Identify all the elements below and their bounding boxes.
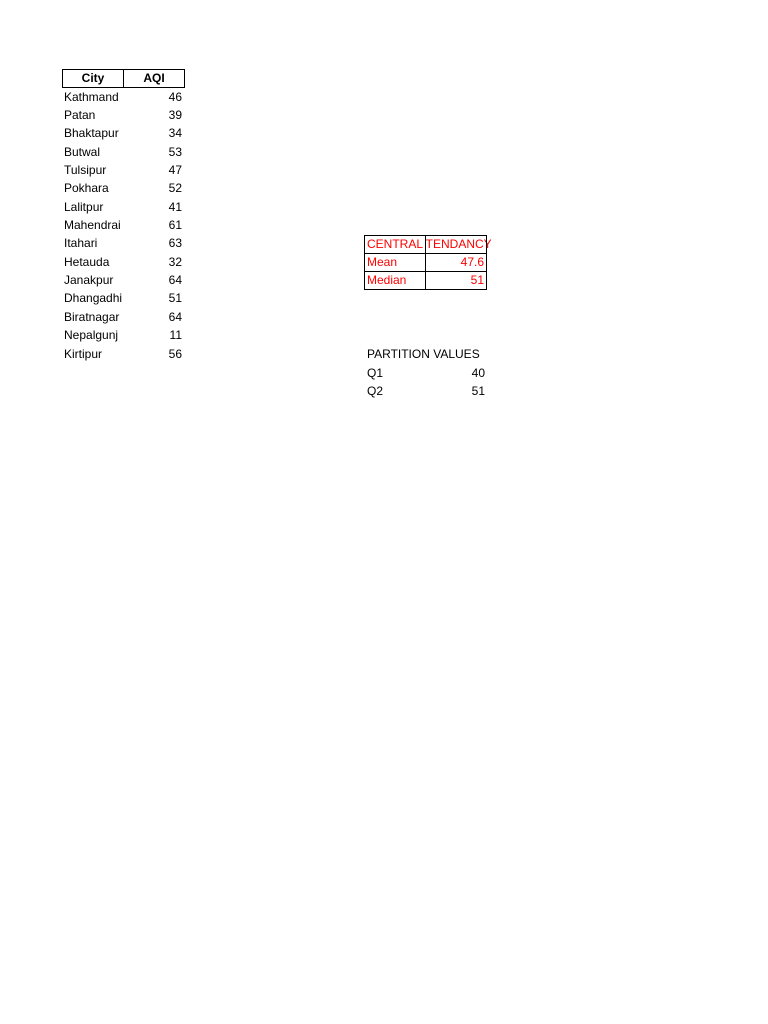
- aqi-cell[interactable]: 34: [168, 126, 182, 140]
- city-cell[interactable]: Tulsipur: [64, 163, 107, 177]
- aqi-cell[interactable]: 32: [168, 255, 182, 269]
- table-row: [62, 345, 186, 363]
- city-cell[interactable]: Pokhara: [64, 181, 109, 195]
- city-cell[interactable]: Bhaktapur: [64, 126, 119, 140]
- central-tendency-title[interactable]: CENTRAL TENDANCY: [364, 235, 426, 254]
- aqi-cell[interactable]: 61: [168, 218, 182, 232]
- city-cell[interactable]: Dhangadhi: [64, 291, 123, 305]
- mean-value[interactable]: 47.6: [425, 253, 487, 272]
- city-cell[interactable]: Mahendrai: [64, 218, 121, 232]
- table-row: [62, 234, 186, 252]
- city-cell[interactable]: Hetauda: [64, 255, 110, 269]
- partition-values-title[interactable]: PARTITION VALUES: [367, 347, 480, 361]
- median-label[interactable]: Median: [364, 271, 426, 290]
- aqi-cell[interactable]: 63: [168, 236, 182, 250]
- city-cell[interactable]: Kathmand: [64, 90, 119, 104]
- aqi-cell[interactable]: 11: [169, 328, 182, 342]
- table-row: [62, 216, 186, 234]
- central-tendency-title-overflow-cell[interactable]: [425, 235, 487, 254]
- q2-value[interactable]: 51: [471, 384, 485, 398]
- city-cell[interactable]: Biratnagar: [64, 310, 120, 324]
- aqi-cell[interactable]: 47: [168, 163, 182, 177]
- city-cell[interactable]: Lalitpur: [64, 200, 104, 214]
- header-aqi[interactable]: AQI: [123, 69, 185, 88]
- median-value[interactable]: 51: [425, 271, 487, 290]
- q2-label[interactable]: Q2: [367, 384, 384, 398]
- city-cell[interactable]: Itahari: [64, 236, 98, 250]
- city-cell[interactable]: Butwal: [64, 145, 101, 159]
- table-row: [62, 179, 186, 197]
- aqi-cell[interactable]: 52: [168, 181, 182, 195]
- table-row: [62, 271, 186, 289]
- city-cell[interactable]: Patan: [64, 108, 96, 122]
- table-row: [62, 106, 186, 124]
- city-cell[interactable]: Kirtipur: [64, 347, 103, 361]
- mean-label[interactable]: Mean: [364, 253, 426, 272]
- city-cell[interactable]: Nepalgunj: [64, 328, 119, 342]
- q1-value[interactable]: 40: [471, 366, 485, 380]
- city-cell[interactable]: Janakpur: [64, 273, 114, 287]
- table-row: [62, 143, 186, 161]
- aqi-cell[interactable]: 64: [168, 310, 182, 324]
- aqi-cell[interactable]: 64: [168, 273, 182, 287]
- table-row: [62, 198, 186, 216]
- table-row: [62, 161, 186, 179]
- table-row: [62, 326, 186, 344]
- aqi-cell[interactable]: 51: [168, 291, 182, 305]
- table-row: [62, 124, 186, 142]
- aqi-cell[interactable]: 39: [168, 108, 182, 122]
- header-city[interactable]: City: [62, 69, 124, 88]
- aqi-cell[interactable]: 53: [168, 145, 182, 159]
- table-row: [62, 88, 186, 106]
- table-row: [62, 289, 186, 307]
- table-row: [62, 253, 186, 271]
- q1-label[interactable]: Q1: [367, 366, 384, 380]
- table-row: [62, 308, 186, 326]
- aqi-cell[interactable]: 41: [168, 200, 182, 214]
- aqi-cell[interactable]: 46: [168, 90, 182, 104]
- aqi-cell[interactable]: 56: [168, 347, 182, 361]
